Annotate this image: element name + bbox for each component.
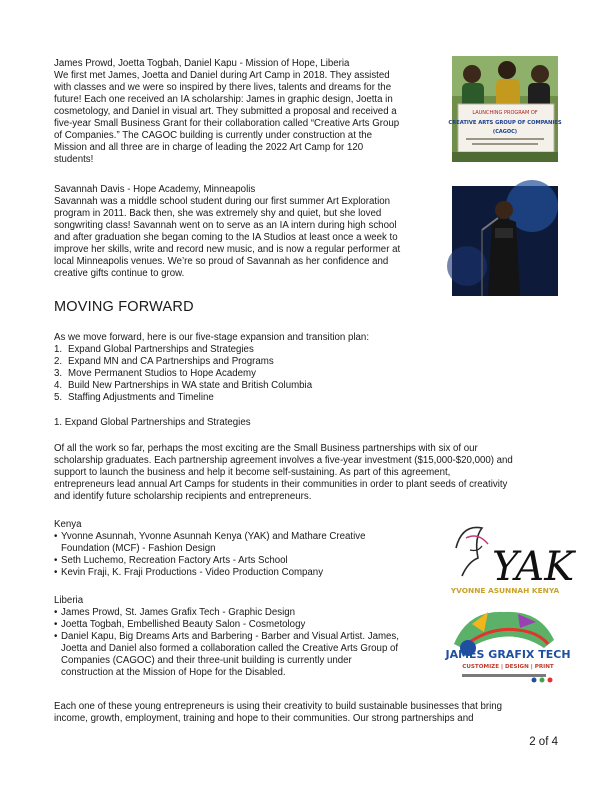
yak-logo <box>448 518 575 596</box>
photo-savannah-performing <box>452 186 558 296</box>
grafix-logo-title: JAMES GRAFIX TECH <box>445 648 571 661</box>
banner-line-1: LAUNCHING PROGRAM OF <box>472 110 538 116</box>
plan-item: 1. Expand Global Partnerships and Strategies <box>54 344 254 355</box>
page-number: 2 of 4 <box>529 736 558 748</box>
banner-line-2: CREATIVE ARTS GROUP OF COMPANIES <box>448 120 562 126</box>
photo-cagoc-launch <box>448 56 562 162</box>
global-partnerships-body: Of all the work so far, perhaps the most exciting are the Small Business partnerships with six of our scholarship graduates. Each partnership agreement involves a five-year investment ($15,000-$20,000) and support to launch the business and help it become self-sustaining. As part of this agreement, entrepreneurs lead annual Art Camps for students in their communities in order to plant seeds of creativity and identify future scholarship recipients and entrepreneurs. <box>54 443 513 502</box>
plan-item: 4. Build New Partnerships in WA state and British Columbia <box>54 380 313 391</box>
section-heading-moving-forward: MOVING FORWARD <box>54 299 194 315</box>
yak-logo-mark: YAK <box>492 544 575 590</box>
profile-body-savannah: Savannah was a middle school student during our first summer Art Exploration program in 2011. Back then, she was extremely shy and quiet, but she loved songwriting class! Savannah went on to serve as an IA intern during high school and after graduation she began coming to the IA Studios at least once a week to improve her skills, write and record new music, and is now a regular performer at local Minneapolis venues. We’re so proud of Savannah as her confidence and creative gifts continue to grow. <box>54 196 401 279</box>
james-grafix-tech-logo <box>445 604 571 684</box>
list-item: • Kevin Fraji, K. Fraji Productions - Video Production Company <box>54 567 365 579</box>
region-heading-liberia: Liberia <box>54 595 84 606</box>
liberia-partner-list <box>54 607 399 679</box>
banner-line-3: (CAGOC) <box>492 129 518 135</box>
subsection-title-global-partnerships: 1. Expand Global Partnerships and Strategies <box>54 417 251 428</box>
list-item: • Daniel Kapu, Big Dreams Arts and Barbering - Barber and Visual Artist. James, Joetta and Daniel also formed a collaboration called the Creative Arts Group of Companies (CAGOC) and their three-unit building is currently under construction at the Mission of Hope for the Disabled. <box>54 631 399 679</box>
list-item: • Yvonne Asunnah, Yvonne Asunnah Kenya (YAK) and Mathare Creative Foundation (MCF) - Fashion Design <box>54 531 365 555</box>
profile-body-james-joetta-daniel: We first met James, Joetta and Daniel during Art Camp in 2018. They assisted with classes and we were so inspired by there lives, talents and dreams for the future! Each one received an IA scholarship: James in graphic design, Joetta in cosmetology, and Daniel in visual art. They submitted a proposal and received a five-year Small Business Grant for their collaboration called “Creative Arts Group of Companies.” The CAGOC building is currently under construction at the Mission and all three are in charge of leading the 2022 Art Camp for 120 students! <box>54 70 400 165</box>
grafix-logo-subtitle: CUSTOMIZE | DESIGN | PRINT <box>462 664 554 670</box>
profile-name-james-joetta-daniel: James Prowd, Joetta Togbah, Daniel Kapu - Mission of Hope, Liberia <box>54 58 350 69</box>
list-item: • Joetta Togbah, Embellished Beauty Salon - Cosmetology <box>54 619 399 631</box>
plan-item: 2. Expand MN and CA Partnerships and Programs <box>54 356 274 367</box>
kenya-partner-list <box>54 531 365 579</box>
plan-list <box>54 344 312 404</box>
plan-item: 3. Move Permanent Studios to Hope Academy <box>54 368 256 379</box>
closing-paragraph: Each one of these young entrepreneurs is using their creativity to build sustainable businesses that bring income, growth, employment, training and hope to their communities. Our strong partnerships and <box>54 701 503 724</box>
list-item: • James Prowd, St. James Grafix Tech - Graphic Design <box>54 607 399 619</box>
list-item: • Seth Luchemo, Recreation Factory Arts - Arts School <box>54 555 365 567</box>
profile-name-savannah: Savannah Davis - Hope Academy, Minneapolis <box>54 184 256 195</box>
yak-logo-caption: YVONNE ASUNNAH KENYA <box>450 586 560 595</box>
region-heading-kenya: Kenya <box>54 519 82 530</box>
plan-intro: As we move forward, here is our five-stage expansion and transition plan: <box>54 332 370 343</box>
plan-item: 5. Staffing Adjustments and Timeline <box>54 392 214 403</box>
